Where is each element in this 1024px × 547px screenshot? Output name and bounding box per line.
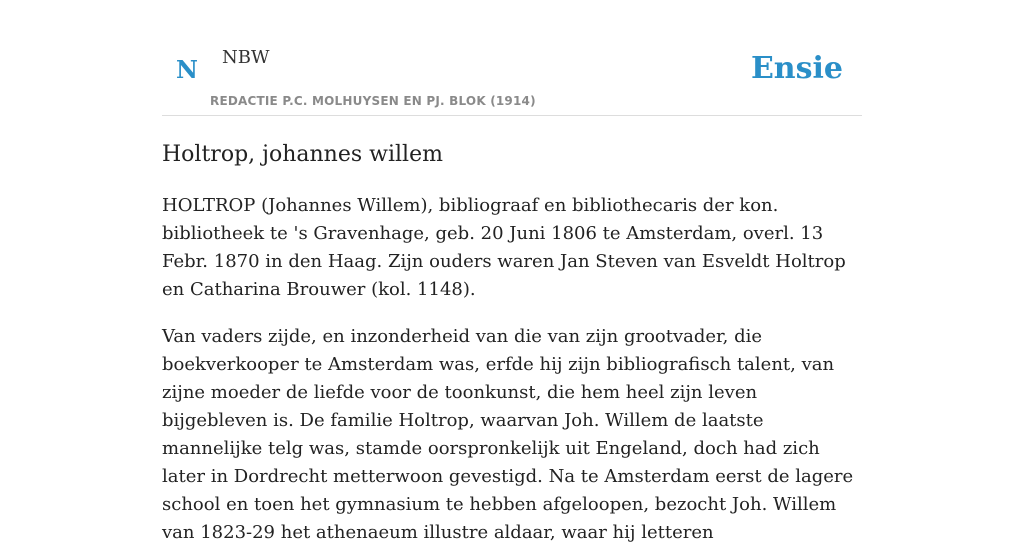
source-title[interactable]: NBW bbox=[222, 47, 270, 68]
source-subtitle: REDACTIE P.C. MOLHUYSEN EN PJ. BLOK (1914) bbox=[210, 94, 536, 108]
source-logo[interactable]: N bbox=[176, 55, 198, 84]
article bbox=[162, 140, 862, 547]
article-paragraph: Van vaders zijde, en inzonderheid van die van zijn grootvader, die boekverkooper te Amsterdam was, erfde hij zijn bibliografisch talent, van zijne moeder de liefde voor de toonkunst, die hem heel zijn leven bijgebleven is. De familie Holtrop, waarvan Joh. Willem de laatste mannelijke telg was, stamde oorspronkelijk uit Engeland, doch had zich later in Dordrecht metterwoon gevestigd. Na te Amsterdam eerst de lagere school en toen het gymnasium te hebben afgeloopen, bezocht Joh. Willem van 1823-29 het athenaeum illustre aldaar, waar hij letteren bbox=[162, 326, 854, 543]
article-paragraph: HOLTROP (Johannes Willem), bibliograaf en bibliothecaris der kon. bibliotheek te 's Gravenhage, geb. 20 Juni 1806 te Amsterdam, overl. 13 Febr. 1870 in den Haag. Zijn ouders waren Jan Steven van Esveldt Holtrop en Catharina Brouwer (kol. 1148). bbox=[162, 195, 846, 300]
brand-logo[interactable]: Ensie bbox=[750, 51, 843, 86]
article-title: Holtrop, johannes willem bbox=[162, 142, 443, 167]
header-divider bbox=[162, 115, 862, 116]
